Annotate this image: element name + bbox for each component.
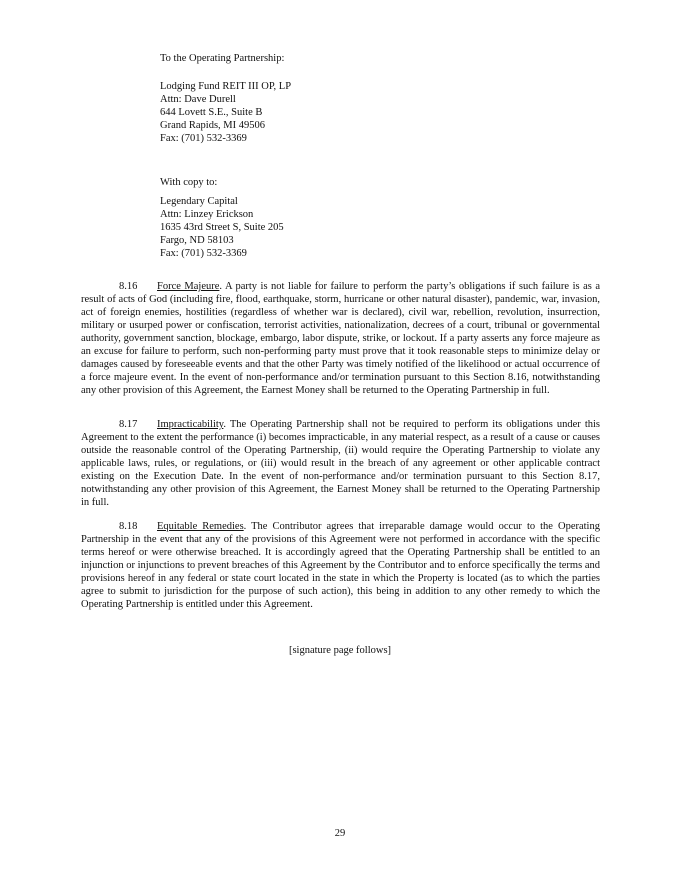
copy-heading: With copy to:	[160, 177, 218, 188]
section-number: 8.18	[119, 521, 138, 532]
section-8-18	[81, 520, 600, 611]
address-line: Fax: (701) 532-3369	[160, 248, 247, 259]
signature-page-note: [signature page follows]	[288, 645, 392, 656]
notice-heading: To the Operating Partnership:	[160, 53, 285, 64]
address-line: Lodging Fund REIT III OP, LP	[160, 81, 292, 92]
page-number: 29	[334, 828, 346, 839]
section-number: 8.16	[119, 281, 138, 292]
address-line: Fargo, ND 58103	[160, 235, 234, 246]
address-line: 644 Lovett S.E., Suite B	[160, 107, 263, 118]
address-line: 1635 43rd Street S, Suite 205	[160, 222, 284, 233]
section-8-16	[81, 280, 600, 397]
address-line: Legendary Capital	[160, 196, 238, 207]
section-number: 8.17	[119, 419, 138, 430]
section-8-17	[81, 418, 600, 509]
address-line: Attn: Linzey Erickson	[160, 209, 254, 220]
section-title: Impracticability	[157, 419, 224, 430]
operating-partnership-address	[160, 80, 291, 145]
section-body: . The Operating Partnership shall not be required to perform its obligations under this Agreement to the extent the performance (i) becomes impracticable, in any material respect, as a result of a cause or causes outside the reasonable control of the Operating Partnership, (ii) would require the Operating Partnership to violate any applicable laws, rules, or regulations, or (iii) would result in the breach of any agreement or other applicable contract existing on the Execution Date. In the event of non-performance and/or termination pursuant to this Section 8.17, notwithstanding any other provision of this Agreement, the Earnest Money shall be returned to the Operating Partnership in full.	[81, 419, 600, 508]
copy-address	[160, 195, 284, 260]
section-title: Force Majeure	[157, 281, 220, 292]
address-line: Grand Rapids, MI 49506	[160, 120, 265, 131]
section-body: . The Contributor agrees that irreparable damage would occur to the Operating Partnership in the event that any of the provisions of this Agreement were not performed in accordance with the specific terms hereof or were otherwise breached. It is accordingly agreed that the Operating Partnership shall be entitled to an injunction or injunctions to prevent breaches of this Agreement by the Contributor and to enforce specifically the terms and provisions hereof in any federal or state court located in the state in which the Property is located (as to which the parties agree to submit to jurisdiction for the purpose of such action), this being in addition to any other remedy to which the Operating Partnership is entitled under this Agreement.	[81, 521, 600, 610]
section-body: . A party is not liable for failure to perform the party’s obligations if such failure is as a result of acts of God (including fire, flood, earthquake, storm, hurricane or other natural disaster), pandemic, war, invasion, act of foreign enemies, hostilities (regardless of whether war is declared), civil war, rebellion, revolution, insurrection, military or usurped power or confiscation, terrorist activities, nationalization, decrees of a court, tribunal or governmental authority, government sanction, blockage, embargo, labor dispute, strike, or lockout. If a party asserts any force majeure as an excuse for failure to perform, such non-performing party must prove that it took reasonable steps to minimize delay or damages caused by foreseeable events and that the other Party was timely notified of the likelihood or actual occurrence of a force majeure event. In the event of non-performance and/or termination pursuant to this Section 8.16, notwithstanding any other provision of this Agreement, the Earnest Money shall be returned to the Operating Partnership in full.	[81, 281, 600, 396]
address-line: Fax: (701) 532-3369	[160, 133, 247, 144]
section-title: Equitable Remedies	[157, 521, 244, 532]
address-line: Attn: Dave Durell	[160, 94, 236, 105]
